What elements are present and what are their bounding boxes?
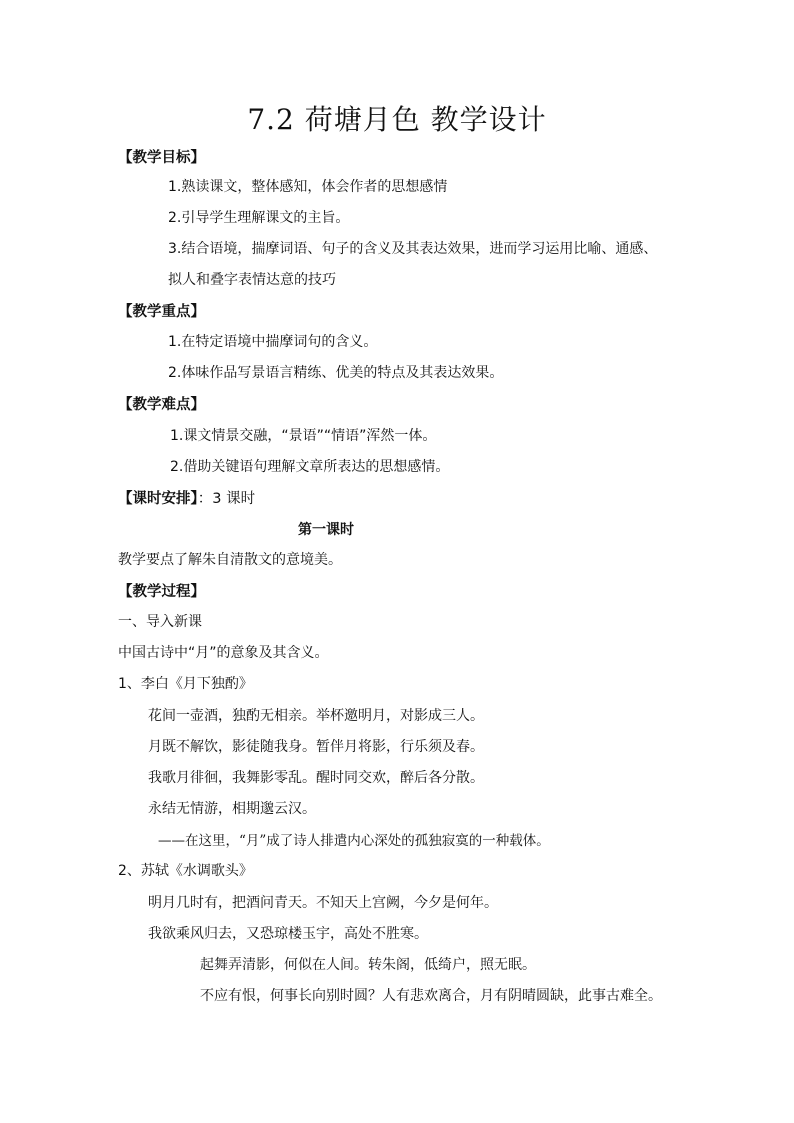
lesson1-summary: 教学要点了解朱自清散文的意境美。 [118,552,342,568]
goal-item-3: 3.结合语境，揣摩词语、句子的含义及其表达效果，进而学习运用比喻、通感、 [168,241,658,257]
poem2-title: 2、苏轼《水调歌头》 [118,863,253,879]
poem2-line: 明月几时有，把酒问青天。不知天上宫阙，今夕是何年。 [148,895,498,911]
goal-item-3-cont: 拟人和叠字表情达意的技巧 [168,272,336,288]
poem1-line: 我歌月徘徊，我舞影零乱。醒时同交欢，醉后各分散。 [148,770,484,786]
poem1-line: 永结无情游，相期邈云汉。 [148,801,316,817]
poem1-line: 花间一壶酒，独酌无相亲。举杯邀明月，对影成三人。 [148,708,484,724]
key-points-heading: 【教学重点】 [118,304,205,320]
difficulty-2: 2.借助关键语句理解文章所表达的思想感情。 [170,459,450,475]
poem1-note: ——在这里，“月”成了诗人排遣内心深处的孤独寂寞的一种载体。 [158,833,550,849]
schedule-value: ：3 课时 [197,491,256,507]
process-heading: 【教学过程】 [118,584,205,600]
poem1-line: 月既不解饮，影徒随我身。暂伴月将影，行乐须及春。 [148,739,484,755]
schedule-heading: 【课时安排】 [118,491,198,507]
poem1-title: 1、李白《月下独酌》 [118,676,253,692]
goals-heading: 【教学目标】 [118,150,205,166]
poem2-line: 不应有恨，何事长向别时圆？人有悲欢离合，月有阴晴圆缺，此事古难全。 [200,988,662,1004]
process-intro-text: 中国古诗中“月”的意象及其含义。 [118,645,329,661]
difficulty-1: 1.课文情景交融，“景语”“情语”浑然一体。 [170,428,437,444]
key-point-2: 2.体味作品写景语言精练、优美的特点及其表达效果。 [168,365,504,381]
process-intro: 一、导入新课 [118,614,202,630]
poem2-line: 我欲乘风归去，又恐琼楼玉宇，高处不胜寒。 [148,926,428,942]
lesson1-heading: 第一课时 [298,522,354,538]
schedule-line [118,487,255,508]
goal-item-1: 1.熟读课文，整体感知，体会作者的思想感情 [168,179,448,195]
document-title: 7.2 荷塘月色 教学设计 [247,103,547,136]
difficulties-heading: 【教学难点】 [118,397,205,413]
goal-item-2: 2.引导学生理解课文的主旨。 [168,210,350,226]
key-point-1: 1.在特定语境中揣摩词句的含义。 [168,334,378,350]
poem2-line: 起舞弄清影，何似在人间。转朱阁，低绮户，照无眠。 [200,957,536,973]
